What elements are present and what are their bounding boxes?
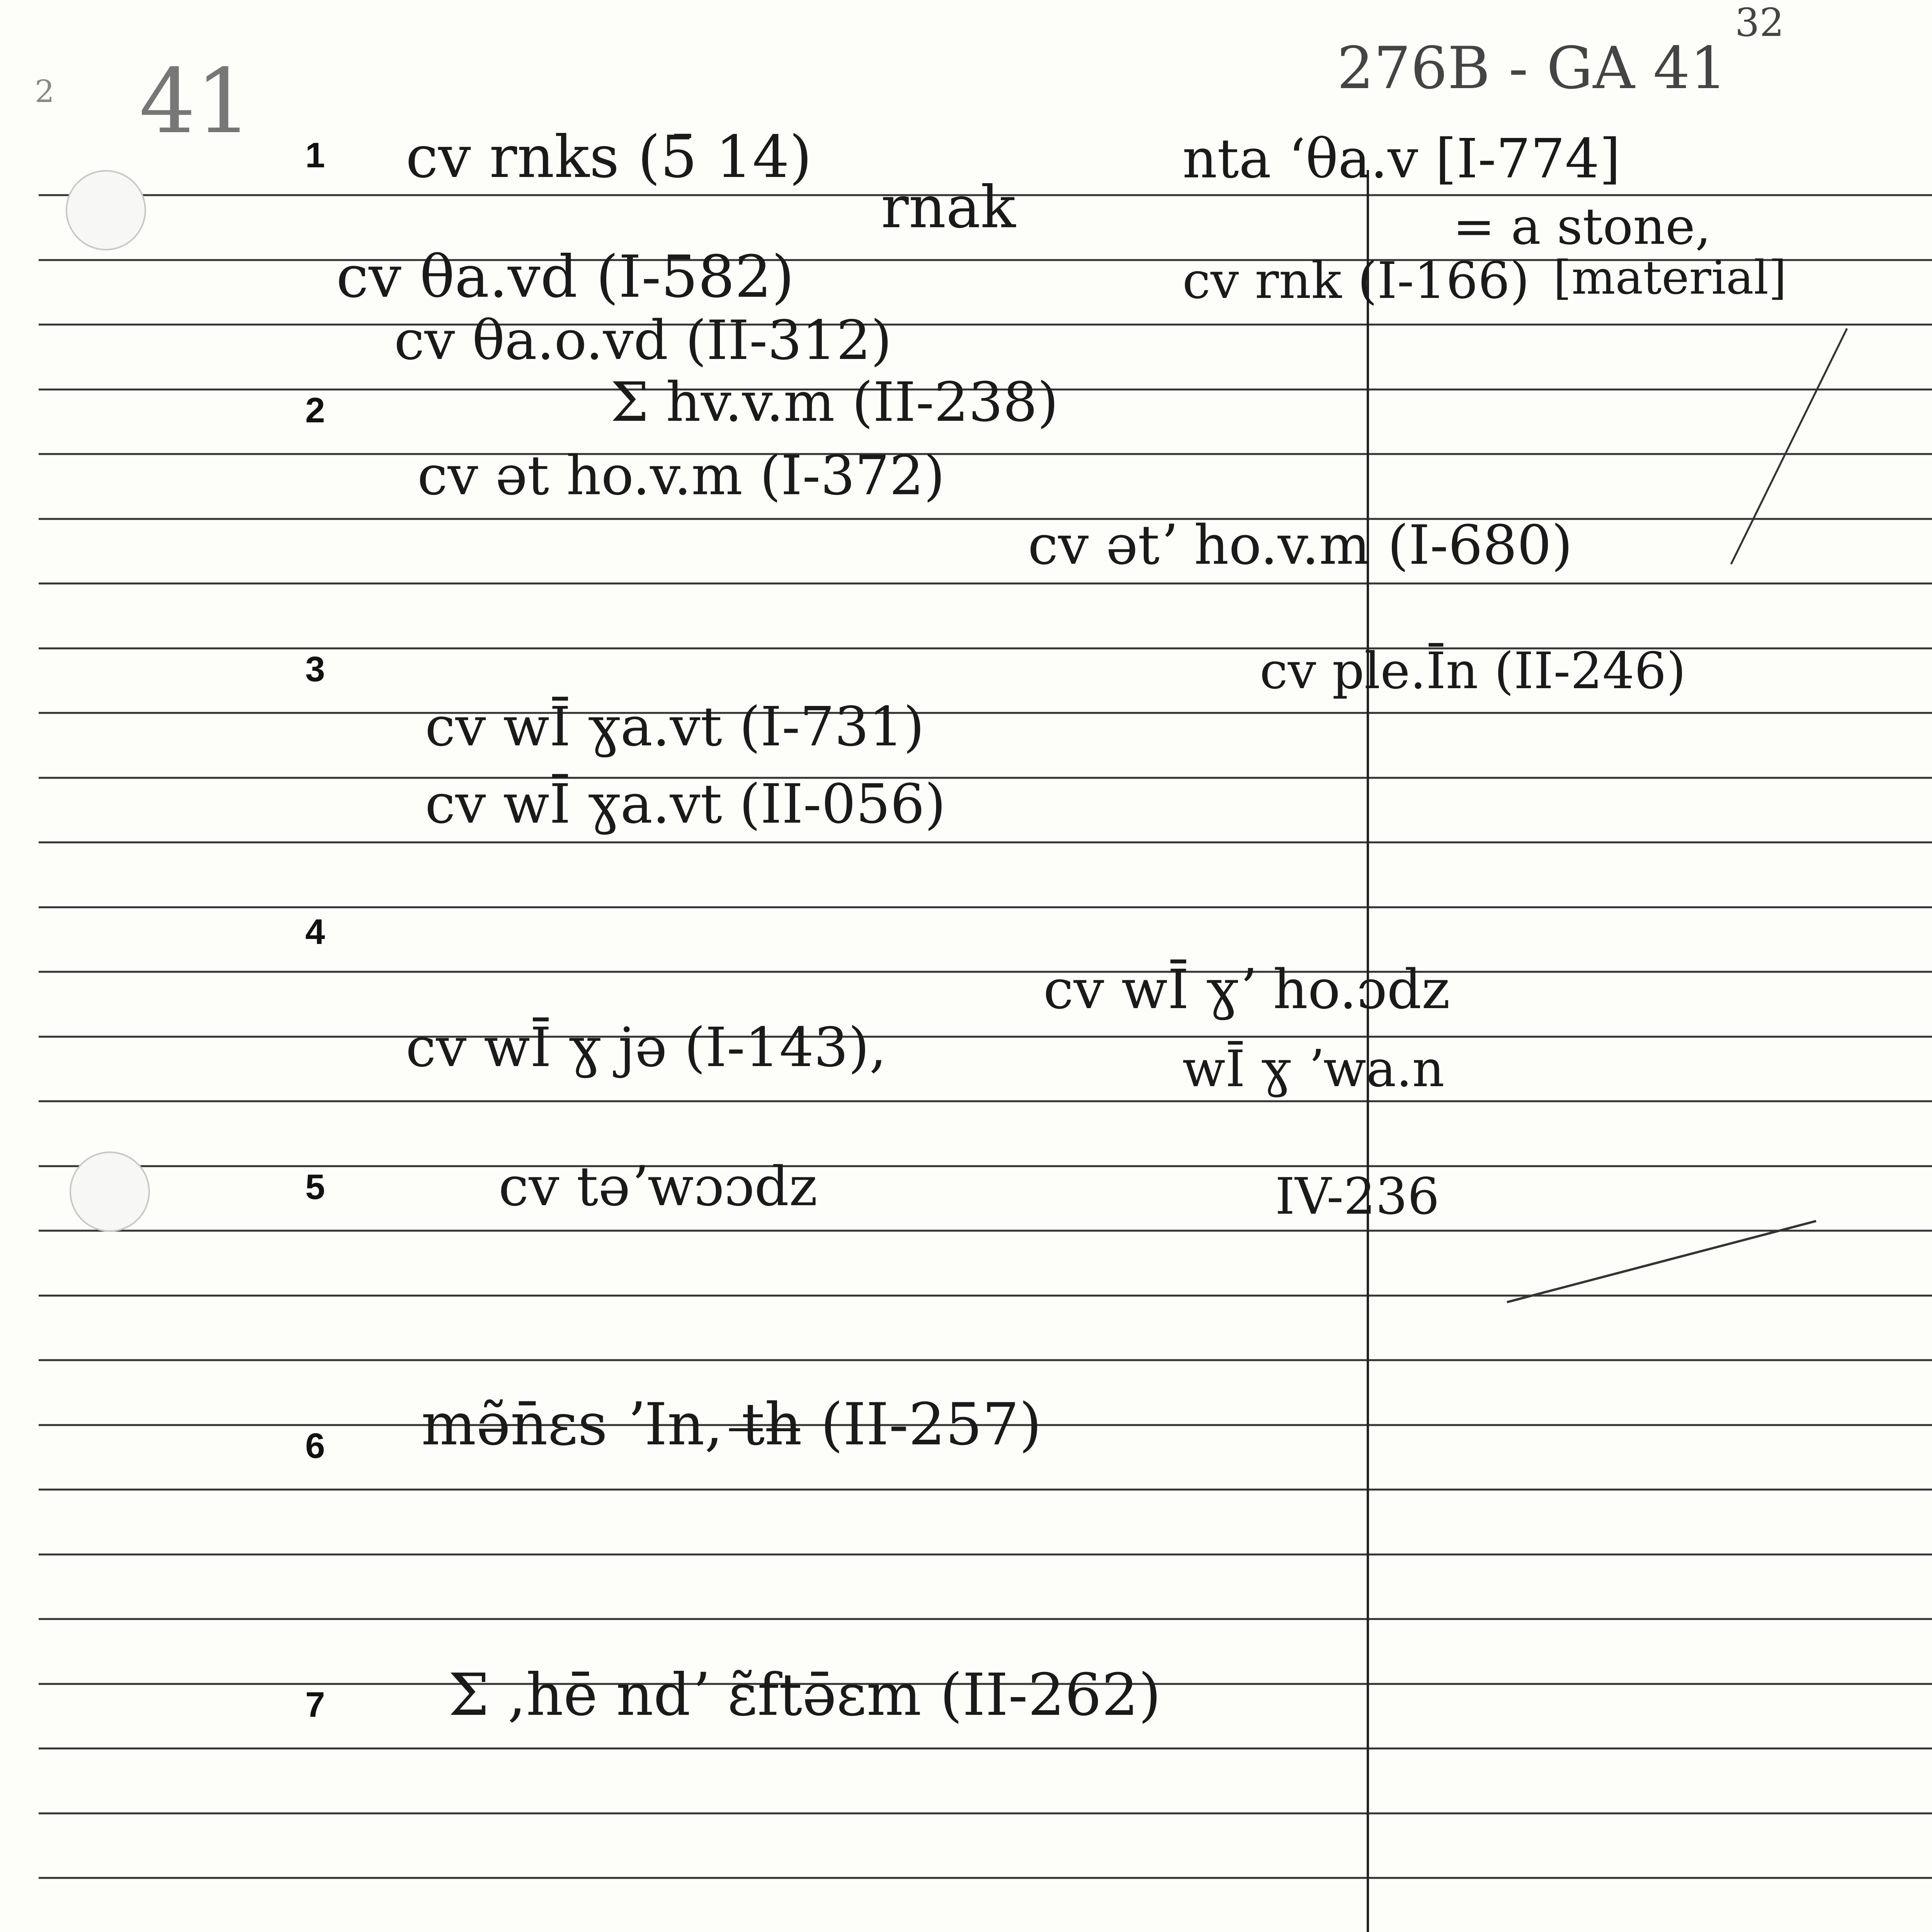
row-number: 6 — [305, 1426, 325, 1466]
entry-text: Σ ,hē ndʼ ɛ̃ftə̄ɛm (II-262) — [448, 1662, 1161, 1729]
entry-text: cv θa.o.vd (II-312) — [394, 309, 892, 372]
entry-text: IV-236 — [1275, 1167, 1440, 1226]
entry-text: rnak — [881, 174, 1016, 241]
entry-text: wĪ ɣ ʼwa.n — [1182, 1039, 1445, 1098]
entry-text: cv wĪ ɣ jə (I-143), — [406, 1016, 887, 1079]
entry-text: = a stone, — [1453, 197, 1711, 256]
binder-hole-middle — [70, 1151, 150, 1232]
row-number: 3 — [305, 650, 325, 689]
page-number: 41 — [139, 50, 252, 153]
pen-stroke — [1507, 1221, 1816, 1302]
archive-id: 276B - GA 41 — [1337, 35, 1727, 102]
entry-text: cv ətʼ ho.v.m (I-680) — [1028, 514, 1573, 577]
pen-stroke — [1731, 328, 1847, 564]
row-number: 7 — [305, 1685, 325, 1725]
entry-text: cv wĪ ɣa.vt (II-056) — [425, 773, 946, 836]
binder-hole-top — [66, 170, 146, 250]
entry-text: cv təʼwɔɔdz — [498, 1155, 818, 1218]
row-number: 5 — [305, 1167, 325, 1207]
entry-text: mə̃n̄ɛs ʼIn, t̶h̶ (II-257) — [421, 1391, 1042, 1458]
entry-text: cv rnk (I-166) — [1182, 251, 1530, 310]
row-number: 4 — [305, 912, 325, 952]
entry-text: cv rnks (5̄ 14) — [406, 124, 812, 191]
corner-mark: 2 — [35, 73, 54, 109]
entry-text: Σ hv.v.m (II-238) — [611, 371, 1059, 434]
entry-text: cv wĪ ɣʼ ho.ɔdz — [1043, 958, 1450, 1021]
entry-text: cv wĪ ɣa.vt (I-731) — [425, 696, 925, 759]
row-number: 1 — [305, 136, 325, 175]
entry-text: [material] — [1553, 251, 1787, 305]
archive-id-superscript: 32 — [1735, 0, 1784, 45]
entry-text: cv θa.vd (I-582) — [336, 243, 794, 311]
entry-text: cv ət ho.v.m (I-372) — [417, 444, 945, 507]
row-number: 2 — [305, 391, 325, 430]
entry-text: nta ʻθa.v [I-774] — [1182, 128, 1621, 190]
entry-text: cv ple.Īn (II-246) — [1260, 641, 1686, 700]
